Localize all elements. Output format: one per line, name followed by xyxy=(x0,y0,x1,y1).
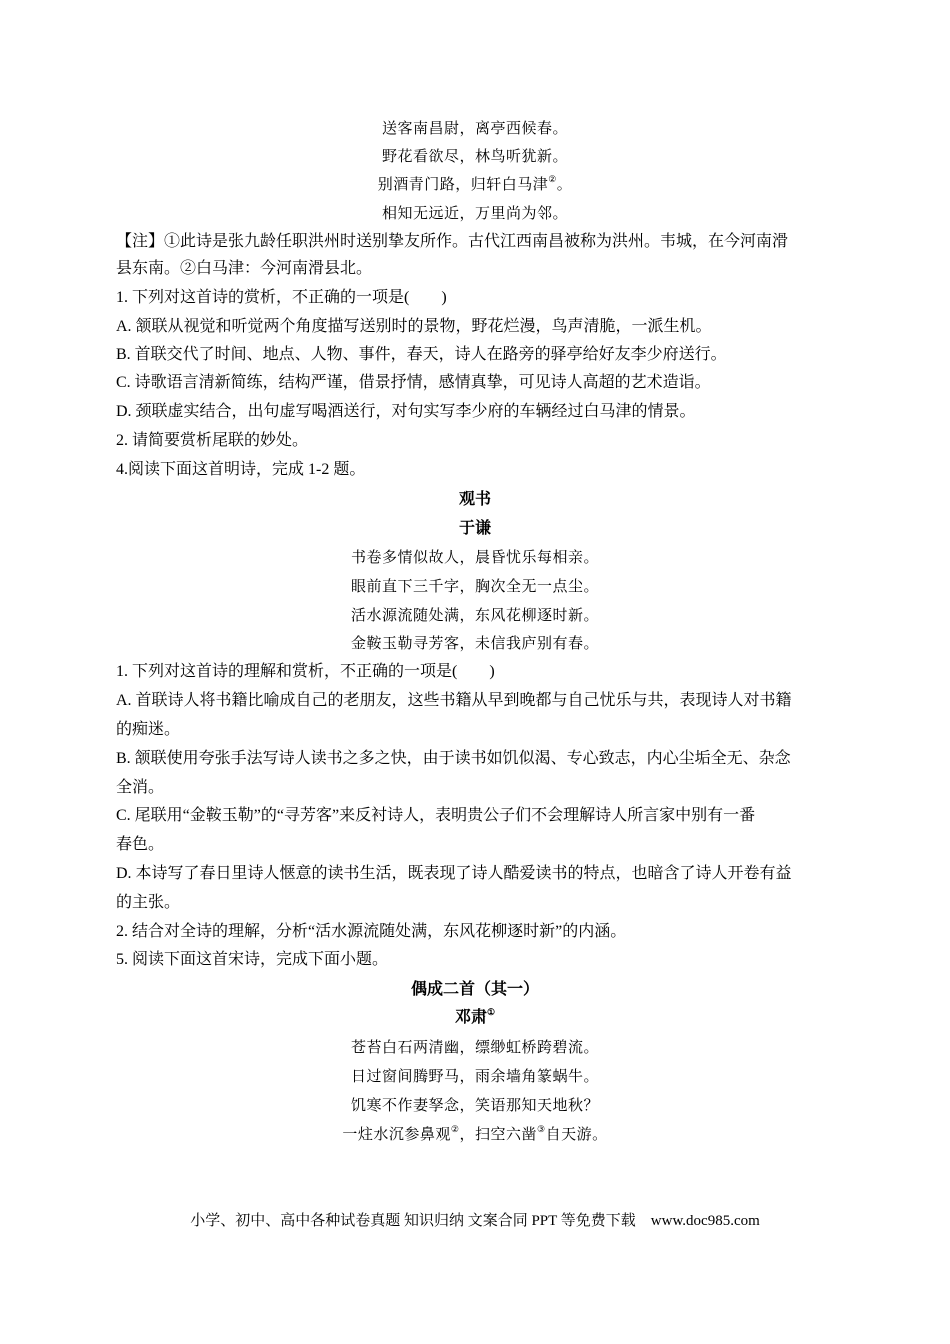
poem1-option-a: A. 颔联从视觉和听觉两个角度描写送别时的景物，野花烂漫，鸟声清脆，一派生机。 xyxy=(116,318,712,335)
footnote-marker: ② xyxy=(548,175,557,185)
section4-poem-title: 观书 xyxy=(458,491,491,508)
poem1-line-4: 相知无远近，万里尚为邻。 xyxy=(381,204,568,222)
section4-question-1: 1. 下列对这首诗的理解和赏析，不正确的一项是( ) xyxy=(116,663,495,680)
poem1-line-2: 野花看欲尽，林鸟听犹新。 xyxy=(381,147,568,165)
section4-poem-line-4: 金鞍玉勒寻芳客，未信我庐别有春。 xyxy=(350,634,599,652)
section5-poem-line-1: 苍苔白石两清幽，缥缈虹桥跨碧流。 xyxy=(350,1038,599,1056)
poem1-line-1: 送客南昌尉，离亭西候春。 xyxy=(381,119,568,137)
poem1-question-2: 2. 请简要赏析尾联的妙处。 xyxy=(116,432,309,449)
poem1-note-line-2: 县东南。②白马津：今河南滑县北。 xyxy=(116,260,373,277)
section4-option-a-line-2: 的痴迷。 xyxy=(116,721,181,738)
poem1-option-b: B. 首联交代了时间、地点、人物、事件，春天，诗人在路旁的驿亭给好友李少府送行。 xyxy=(116,346,727,363)
section5-line-4-part-a: 一炷水沉参鼻观 xyxy=(342,1125,451,1143)
footnote-marker: ③ xyxy=(537,1125,546,1135)
section4-option-d-line-2: 的主张。 xyxy=(116,894,181,911)
poem1-note-line-1: 【注】①此诗是张九龄任职洪州时送别挚友所作。古代江西南昌被称为洪州。韦城，在今河南滑 xyxy=(116,233,789,250)
section5-intro: 5. 阅读下面这首宋诗，完成下面小题。 xyxy=(116,951,389,968)
poem1-option-d: D. 颈联虚实结合，出句虚写喝酒送行，对句实写李少府的车辆经过白马津的情景。 xyxy=(116,403,696,420)
section4-poem-author: 于谦 xyxy=(458,520,491,537)
section5-line-4-part-b: ，扫空六凿 xyxy=(459,1125,537,1143)
section5-author-name: 邓肃 xyxy=(454,1009,487,1026)
section4-poem-line-1: 书卷多情似故人，晨昏忧乐每相亲。 xyxy=(350,548,599,566)
section5-poem-line-4 xyxy=(0,1123,950,1145)
section5-poem-title: 偶成二首（其一） xyxy=(410,981,539,998)
section4-option-b-line-2: 全消。 xyxy=(116,779,165,796)
section4-intro: 4.阅读下面这首明诗，完成 1-2 题。 xyxy=(116,461,366,478)
poem1-line-3-tail: 。 xyxy=(556,175,573,193)
section4-option-c-line-2: 春色。 xyxy=(116,836,165,853)
poem1-option-c: C. 诗歌语言清新简练，结构严谨，借景抒情，感情真挚，可见诗人高超的艺术造诣。 xyxy=(116,374,711,391)
page-footer: 小学、初中、高中各种试卷真题 知识归纳 文案合同 PPT 等免费下载 www.doc985.com xyxy=(190,1213,760,1229)
section4-option-d-line-1: D. 本诗写了春日里诗人惬意的读书生活，既表现了诗人酷爱读书的特点，也暗含了诗人开卷有益 xyxy=(116,865,792,882)
section5-poem-line-3: 饥寒不作妻孥念，笑语那知天地秋？ xyxy=(350,1096,599,1114)
section5-poem-line-2: 日过窗间腾野马，雨余墙角篆蜗牛。 xyxy=(350,1067,599,1085)
poem1-line-3 xyxy=(0,173,950,195)
poem1-line-3-text: 别酒青门路，归轩白马津 xyxy=(377,175,549,193)
section4-option-c-line-1: C. 尾联用“金鞍玉勒”的“寻芳客”来反衬诗人，表明贵公子们不会理解诗人所言家中别有一番 xyxy=(116,807,756,824)
section5-line-4-part-c: 自天游。 xyxy=(545,1125,608,1143)
section5-poem-author xyxy=(0,1007,950,1029)
section4-option-a-line-1: A. 首联诗人将书籍比喻成自己的老朋友，这些书籍从早到晚都与自己忧乐与共，表现诗人对书籍 xyxy=(116,692,792,709)
footnote-marker: ② xyxy=(450,1125,460,1135)
section4-question-2: 2. 结合对全诗的理解，分析“活水源流随处满，东风花柳逐时新”的内涵。 xyxy=(116,923,627,940)
footnote-marker: ① xyxy=(486,1007,496,1017)
section4-poem-line-3: 活水源流随处满，东风花柳逐时新。 xyxy=(350,606,599,624)
section4-option-b-line-1: B. 颔联使用夸张手法写诗人读书之多之快，由于读书如饥似渴、专心致志，内心尘垢全无、杂念 xyxy=(116,750,791,767)
poem1-question-1: 1. 下列对这首诗的赏析，不正确的一项是( ) xyxy=(116,289,447,306)
section4-poem-line-2: 眼前直下三千字，胸次全无一点尘。 xyxy=(350,577,599,595)
